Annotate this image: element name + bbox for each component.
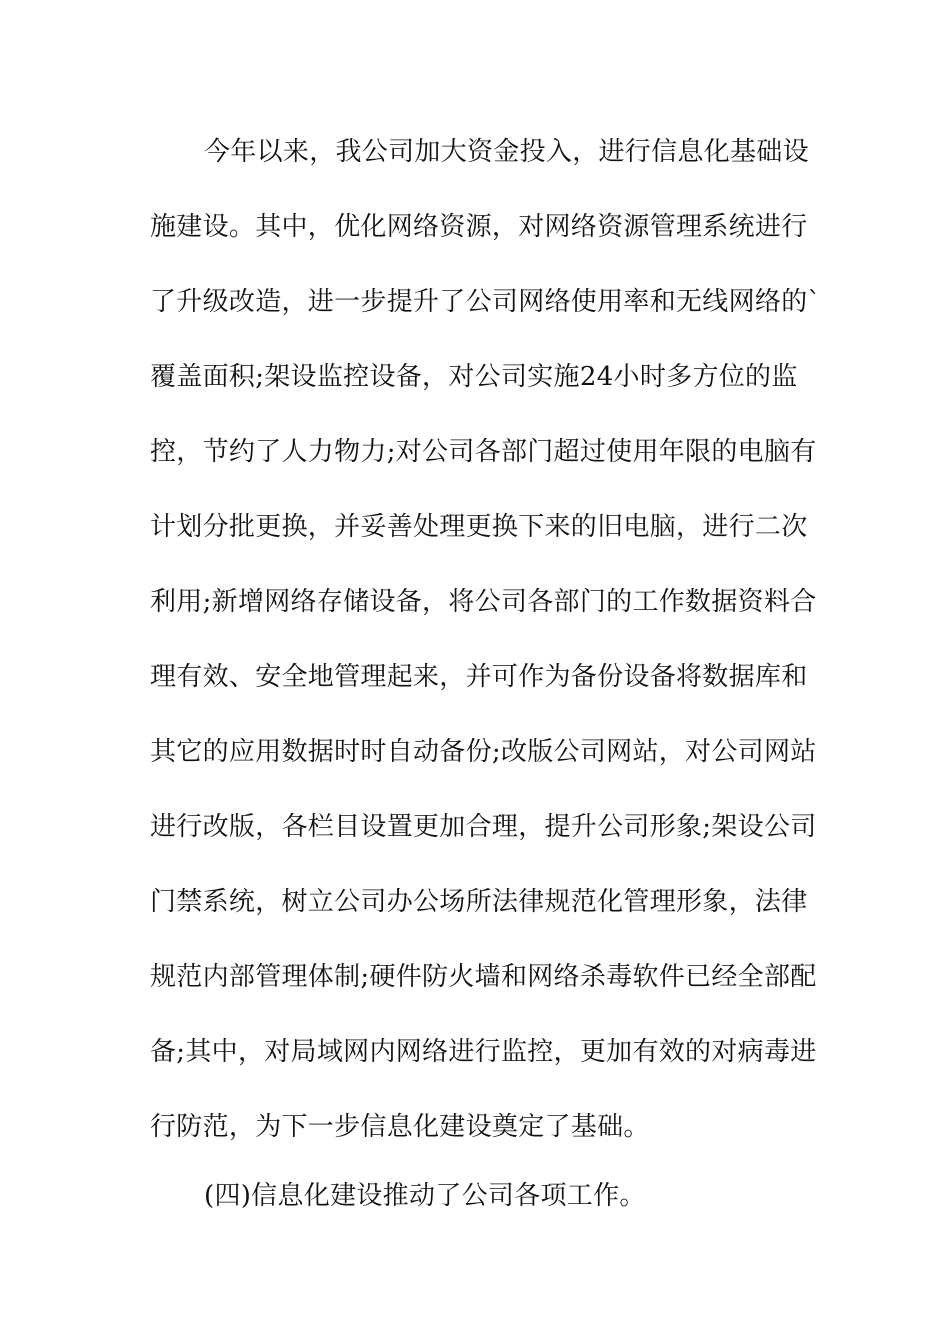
paragraph-line-7: 利用;新增网络存储设备，将公司各部门的工作数据资料合: [150, 587, 817, 617]
paragraph-line-4: 覆盖面积;架设监控设备，对公司实施24小时多方位的监: [150, 362, 798, 392]
paragraph-line-14: 行防范，为下一步信息化建设奠定了基础。: [150, 1112, 650, 1142]
paragraph-line-13: 备;其中，对局域网内网络进行监控，更加有效的对病毒进: [150, 1037, 817, 1067]
paragraph-line-5: 控，节约了人力物力;对公司各部门超过使用年限的电脑有: [150, 437, 817, 467]
paragraph-line-8: 理有效、安全地管理起来，并可作为备份设备将数据库和: [150, 662, 808, 692]
paragraph-line-3: 了升级改造，进一步提升了公司网络使用率和无线网络的`: [150, 287, 821, 317]
paragraph-line-11: 门禁系统，树立公司办公场所法律规范化管理形象，法律: [150, 887, 808, 917]
paragraph-line-1: 今年以来，我公司加大资金投入，进行信息化基础设: [204, 137, 809, 167]
paragraph-line-9: 其它的应用数据时时自动备份;改版公司网站，对公司网站: [150, 737, 817, 767]
paragraph-line-2: 施建设。其中，优化网络资源，对网络资源管理系统进行: [150, 212, 808, 242]
section-heading: (四)信息化建设推动了公司各项工作。: [204, 1181, 646, 1211]
paragraph-line-12: 规范内部管理体制;硬件防火墙和网络杀毒软件已经全部配: [150, 962, 817, 992]
paragraph-line-10: 进行改版，各栏目设置更加合理，提升公司形象;架设公司: [150, 812, 817, 842]
paragraph-line-6: 计划分批更换，并妥善处理更换下来的旧电脑，进行二次: [150, 512, 808, 542]
